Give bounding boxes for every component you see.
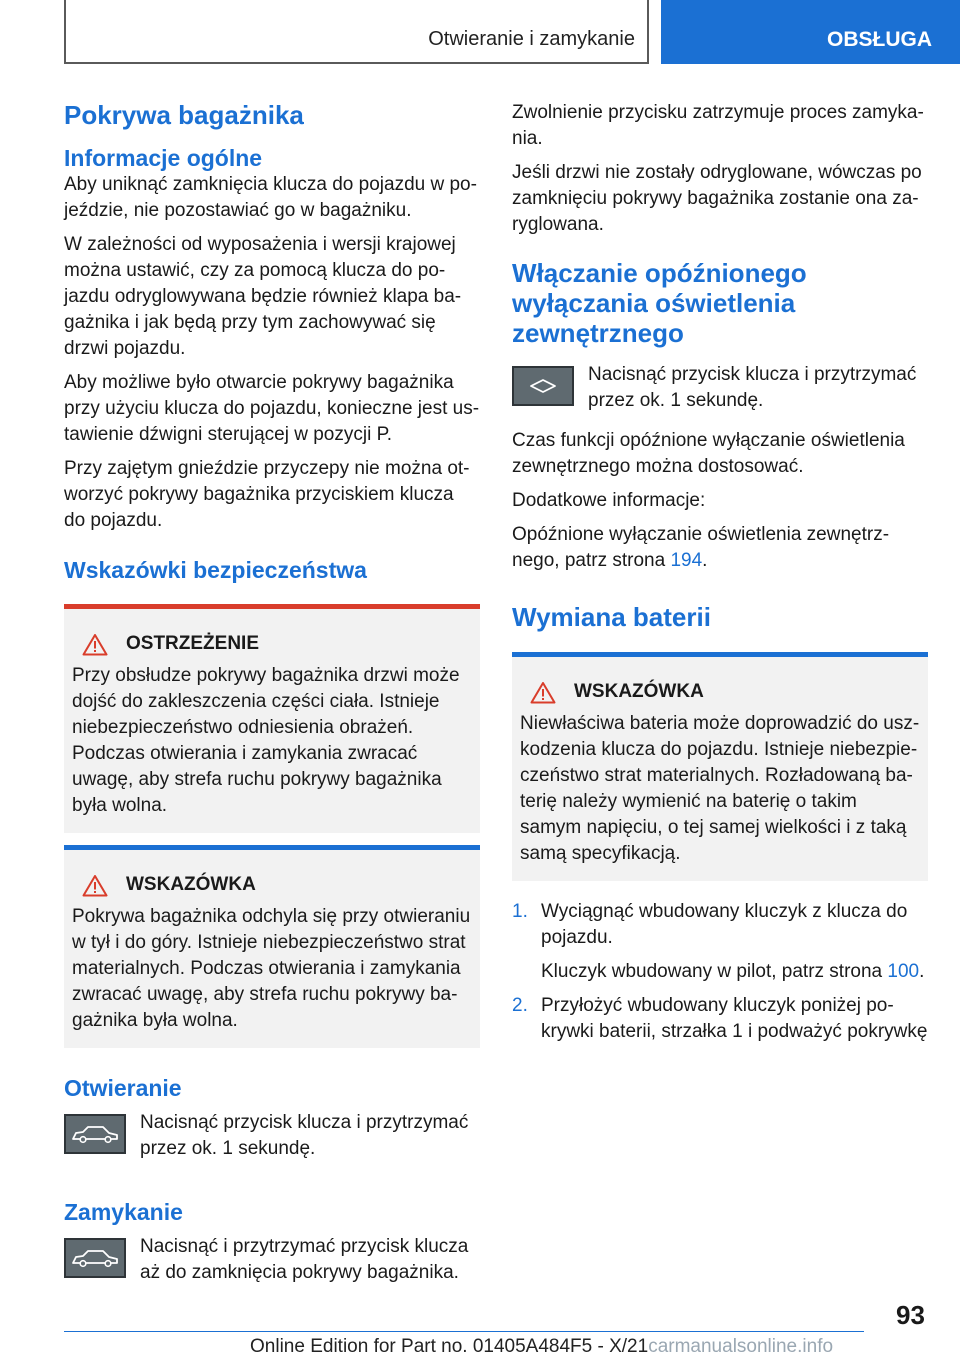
page-title: Pokrywa bagażnika (64, 100, 304, 130)
step-subnote (541, 959, 928, 985)
general-heading: Informacje ogólne (64, 145, 263, 171)
warning-triangle-icon (82, 633, 108, 656)
step-text: Wyciągnąć wbudowany kluczyk z klucza do pojazdu. (541, 901, 908, 948)
lights-paragraph-1: Czas funkcji opóźnione wyłączanie oświetlenia zewnętrznego można dostosować. (512, 430, 905, 477)
lights-heading: Włączanie opóźnionego wyłączania oświetlenia zewnętrznego (512, 258, 807, 348)
left-column (64, 100, 480, 1286)
closing-instruction (64, 1234, 480, 1286)
header-chapter-tab (661, 0, 960, 64)
closing-note-2: Jeśli drzwi nie zostały odryglowane, wówczas po zamknięciu pokrywy bagażnika zostanie ona zaryglowana. (512, 162, 922, 235)
closing-note-1: Zwolnienie przycisku zatrzymuje proces zamykania. (512, 102, 924, 149)
footer-edition: Online Edition for Part no. 01405A484F5 - X/21 (250, 1336, 649, 1357)
general-paragraph-4: Przy zajętym gnieździe przyczepy nie można otworzyć pokrywy bagażnika przyciskiem klucza do pojazdu. (64, 458, 470, 531)
battery-notice-box (512, 652, 928, 881)
right-column (512, 100, 928, 1053)
lights-instruction (512, 362, 928, 414)
footer (250, 1336, 833, 1358)
header-chapter-label: OBSŁUGA (827, 28, 932, 51)
battery-heading: Wymiana baterii (512, 602, 711, 632)
step-subnote-text: Kluczyk wbudowany w pilot, patrz strona (541, 961, 888, 982)
page-100-link[interactable]: 100 (887, 961, 920, 982)
lights-ref-text: Opóźnione wyłączanie oświetlenia zewnętrznego, patrz strona (512, 524, 890, 571)
closing-text: Nacisnąć i przytrzymać przycisk klucza aż do zamknięcia pokrywy bagażnika. (140, 1236, 469, 1283)
safety-heading: Wskazówki bezpieczeństwa (64, 557, 367, 583)
opening-heading: Otwieranie (64, 1075, 182, 1101)
lights-paragraph-3 (512, 522, 928, 574)
battery-steps (512, 899, 928, 1045)
step-subnote-end: . (919, 961, 925, 982)
general-paragraph-1: Aby uniknąć zamknięcia klucza do pojazdu w pojeździe, nie pozostawiać go w bagażniku. (64, 174, 477, 221)
car-trunk-key-icon (64, 1238, 126, 1278)
headlight-key-icon (512, 366, 574, 406)
warning-triangle-icon (82, 874, 108, 897)
notice-title: WSKAZÓWKA (126, 874, 256, 895)
opening-instruction (64, 1110, 480, 1162)
car-trunk-key-icon (64, 1114, 126, 1154)
notice-box (64, 845, 480, 1048)
page-number: 93 (896, 1300, 925, 1330)
lights-paragraph-2: Dodatkowe informacje: (512, 490, 706, 511)
header-section-title: Otwieranie i zamykanie (428, 28, 635, 50)
battery-notice-text: Niewłaściwa bateria może doprowadzić do uszkodzenia klucza do pojazdu. Istnieje niebezpieczeństwo strat materialnych. Rozładowaną baterię należy wymienić na baterię o takim samym napięciu, o tej samej wielkości i z taką samą specyfikacją. (520, 713, 920, 864)
footer-rule (64, 1331, 864, 1332)
battery-notice-title: WSKAZÓWKA (574, 681, 704, 702)
warning-text: Przy obsłudze pokrywy bagażnika drzwi może dojść do zakleszczenia części ciała. Istnieje niebezpieczeństwo odniesienia obrażeń. Podczas otwierania i zamykania zwracać uwagę, aby strefa ruchu pokrywy bagażnika była wolna. (72, 665, 460, 816)
lights-key-text: Nacisnąć przycisk klucza i przytrzymać przez ok. 1 sekundę. (588, 364, 917, 411)
general-paragraph-3: Aby możliwe było otwarcie pokrywy bagażnika przy użyciu klucza do pojazdu, konieczne jest ustawienie dźwigni sterującej w pozycji P. (64, 372, 480, 445)
step-number: 2. (512, 995, 528, 1016)
lights-ref-end: . (702, 550, 708, 571)
notice-text: Pokrywa bagażnika odchyla się przy otwieraniu w tył i do góry. Istnieje niebezpieczeństwo strat materialnych. Podczas otwierania i zamykania zwracać uwagę, aby strefa ruchu pokrywy bagażnika była wolna. (72, 906, 471, 1031)
step-text: Przyłożyć wbudowany kluczyk poniżej pokrywki baterii, strzałka 1 i podważyć pokrywkę (541, 995, 928, 1042)
opening-text: Nacisnąć przycisk klucza i przytrzymać przez ok. 1 sekundę. (140, 1112, 469, 1159)
footer-watermark: carmanualsonline.info (648, 1336, 834, 1357)
warning-box (64, 604, 480, 833)
warning-title: OSTRZEŻENIE (126, 633, 260, 654)
step-item (512, 899, 928, 985)
header-frame (64, 0, 649, 64)
step-number: 1. (512, 901, 528, 922)
closing-heading: Zamykanie (64, 1199, 183, 1225)
page-194-link[interactable]: 194 (670, 550, 703, 571)
step-item (512, 993, 928, 1045)
warning-triangle-icon (530, 681, 556, 704)
general-paragraph-2: W zależności od wyposażenia i wersji krajowej można ustawić, czy za pomocą klucza do pojazdu odryglowywana będzie również klapa bagażnika i jak będą przy tym zachowywać się drzwi pojazdu. (64, 234, 462, 359)
